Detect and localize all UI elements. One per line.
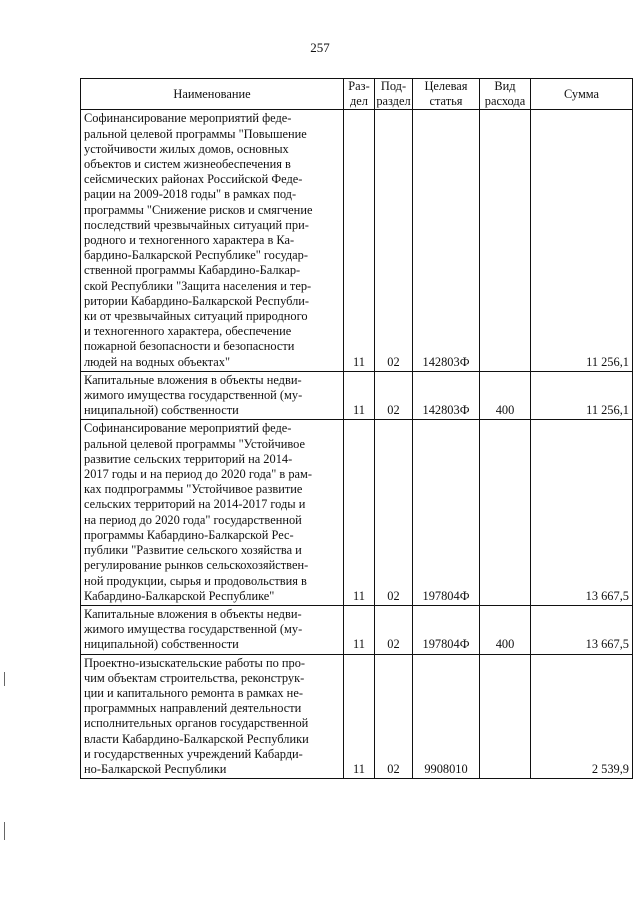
header-target: Целевая статья — [413, 79, 480, 110]
page-number: 257 — [310, 40, 330, 55]
cell-subsection: 02 — [375, 605, 413, 654]
cell-type: 400 — [480, 371, 531, 420]
cell-amount: 2 539,9 — [531, 654, 633, 779]
cell-target: 197804Ф — [413, 605, 480, 654]
cell-section: 11 — [344, 371, 375, 420]
cell-name: Капитальные вложения в объекты недви- жимого имущества государственной (му- ниципальной) собственности — [81, 371, 344, 420]
header-row — [81, 79, 633, 110]
cell-type — [480, 110, 531, 371]
cell-subsection: 02 — [375, 371, 413, 420]
cell-target: 197804Ф — [413, 420, 480, 605]
cell-name: Капитальные вложения в объекты недви- жимого имущества государственной (му- ниципальной) собственности — [81, 605, 344, 654]
cell-name: Софинансирование мероприятий феде- ральной целевой программы "Устойчивое развитие сельских территорий на 2014- 2017 годы и на период до 2020 года" в рам- ках подпрограммы "Устойчивое развитие сельских территорий на 2014-2017 годы и на период до 2020 года" государственной программы Кабардино-Балкарской Рес- публики "Развитие сельского хозяйства и регулирование рынков сельскохозяйствен- ной продукции, сырья и продовольствия в Кабардино-Балкарской Республике" — [81, 420, 344, 605]
cell-name: Софинансирование мероприятий феде- ральной целевой программы "Повышение устойчивости жилых домов, основных объектов и систем жизнеобеспечения в сейсмических районах Российской Феде- рации на 2009-2018 годы" в рамках под- программы "Снижение рисков и смягчение последствий чрезвычайных ситуаций при- родного и техногенного характера в Ка- бардино-Балкарской Республике" государ- ственной программы Кабардино-Балкар- ской Республики "Защита населения и тер- ритории Кабардино-Балкарской Республи- ки от чрезвычайных ситуаций природного и техногенного характера, обеспечение пожарной безопасности и безопасности людей на водных объектах" — [81, 110, 344, 371]
table-row — [81, 420, 633, 605]
cell-type — [480, 654, 531, 779]
cell-amount: 13 667,5 — [531, 605, 633, 654]
margin-mark — [4, 822, 5, 840]
table-row — [81, 654, 633, 779]
cell-subsection: 02 — [375, 420, 413, 605]
cell-section: 11 — [344, 654, 375, 779]
header-section: Раз- дел — [344, 79, 375, 110]
cell-subsection: 02 — [375, 654, 413, 779]
budget-table — [80, 78, 633, 779]
table-row — [81, 371, 633, 420]
cell-section: 11 — [344, 420, 375, 605]
header-subsection: Под- раздел — [376, 79, 411, 109]
cell-section: 11 — [344, 605, 375, 654]
cell-name: Проектно-изыскательские работы по про- чим объектам строительства, реконструк- ции и капитального ремонта в рамках не- программных направлений деятельности исполнительных органов государственной власти Кабардино-Балкарской Республики и государственных учреждений Кабарди- но-Балкарской Республики — [81, 654, 344, 779]
cell-target: 142803Ф — [413, 371, 480, 420]
cell-amount: 11 256,1 — [531, 371, 633, 420]
cell-type — [480, 420, 531, 605]
cell-section: 11 — [344, 110, 375, 371]
header-amount: Сумма — [531, 79, 633, 110]
cell-amount: 13 667,5 — [531, 420, 633, 605]
cell-subsection: 02 — [375, 110, 413, 371]
margin-mark — [4, 672, 5, 686]
cell-amount: 11 256,1 — [531, 110, 633, 371]
cell-target: 9908010 — [413, 654, 480, 779]
cell-type: 400 — [480, 605, 531, 654]
header-type: Вид расхода — [480, 79, 531, 110]
header-name: Наименование — [81, 79, 344, 110]
table-row — [81, 605, 633, 654]
table-row — [81, 110, 633, 371]
cell-target: 142803Ф — [413, 110, 480, 371]
